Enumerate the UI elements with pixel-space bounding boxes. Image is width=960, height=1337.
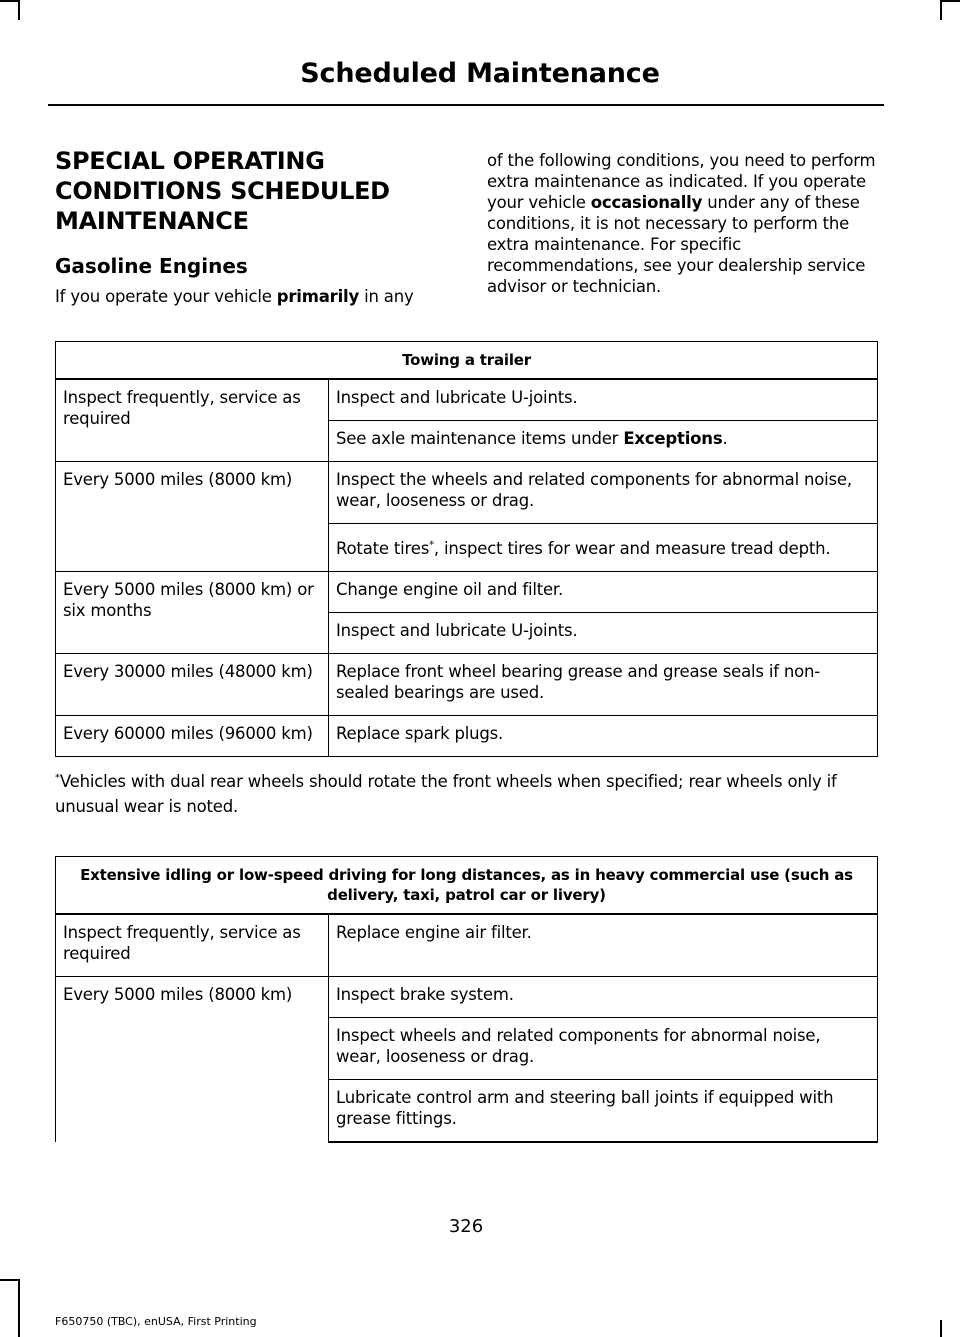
towing-trailer-table [55,341,878,757]
task-cell: Replace front wheel bearing grease and grease seals if non-sealed bearings are used. [329,654,878,716]
intro-text: in any [359,287,414,306]
right-column [487,146,887,297]
crop-mark [940,1320,942,1337]
footnote-mark: * [429,539,434,551]
section-title: SPECIAL OPERATING CONDITIONS SCHEDULED MAINTENANCE [55,147,390,235]
task-cell: Inspect and lubricate U-joints. [329,379,878,421]
task-cell: Inspect the wheels and related components for abnormal noise, wear, looseness or drag. [329,462,878,524]
footnote [55,769,885,819]
table-row [56,977,878,1018]
interval-cell: Every 5000 miles (8000 km) or six months [56,572,329,654]
crop-mark [940,0,942,20]
task-cell: Inspect brake system. [329,977,878,1018]
table-row [56,716,878,757]
exceptions-reference: Exceptions [623,429,723,448]
interval-cell: Inspect frequently, service as required [56,914,329,977]
crop-mark [18,1279,20,1337]
footnote-text: Vehicles with dual rear wheels should rotate the front wheels when specified; rear wheels only if unusual wear is noted. [55,772,837,816]
table-row [56,572,878,613]
section-subtitle: Gasoline Engines [55,254,248,278]
table-row [56,914,878,977]
intro-emphasis: primarily [276,287,360,306]
page-header-title: Scheduled Maintenance [300,58,660,89]
interval-cell: Every 5000 miles (8000 km) [56,462,329,572]
extensive-idling-table [55,856,878,1143]
intro-emphasis: occasionally [590,193,703,212]
intro-continuation [487,150,887,297]
publication-info: F650750 (TBC), enUSA, First Printing [55,1315,257,1328]
table-title: Towing a trailer [56,342,878,380]
task-cell: Change engine oil and filter. [329,572,878,613]
task-text: . [722,429,728,448]
intro-text: under any of these conditions, it is not necessary to perform the extra maintenance. For specific recommendations, see your dealership service advisor or technician. [487,193,866,296]
header-rule [48,104,884,106]
interval-cell: Inspect frequently, service as required [56,379,329,462]
table-title: Extensive idling or low-speed driving for long distances, as in heavy commercial use (such as delivery, taxi, patrol car or livery) [56,857,878,915]
task-text: , inspect tires for wear and measure tread depth. [433,539,831,558]
intro-text: If you operate your vehicle [55,287,277,306]
table-header-row [56,857,878,915]
table-row [56,654,878,716]
crop-mark [0,1279,20,1281]
task-cell [329,524,878,572]
task-cell [329,421,878,462]
table-row [56,462,878,524]
crop-mark [0,0,18,2]
interval-cell: Every 60000 miles (96000 km) [56,716,329,757]
intro-paragraph [55,286,455,307]
crop-mark [941,0,960,2]
table-row [56,379,878,421]
crop-mark [18,0,20,20]
footnote-mark: * [55,772,60,784]
interval-cell: Every 30000 miles (48000 km) [56,654,329,716]
page-number: 326 [448,1216,484,1237]
task-cell: Replace spark plugs. [329,716,878,757]
interval-cell: Every 5000 miles (8000 km) [56,977,329,1143]
intro-text: of the following conditions, you need to perform extra maintenance as indicated. If you operate your vehicle [487,151,876,212]
left-column [55,146,455,307]
task-cell: Lubricate control arm and steering ball joints if equipped with grease fittings. [329,1080,878,1143]
table-header-row [56,342,878,380]
task-text: See axle maintenance items under [336,429,624,448]
task-cell: Inspect and lubricate U-joints. [329,613,878,654]
task-text: Rotate tires [336,539,430,558]
task-cell: Replace engine air filter. [329,914,878,977]
task-cell: Inspect wheels and related components for abnormal noise, wear, looseness or drag. [329,1018,878,1080]
